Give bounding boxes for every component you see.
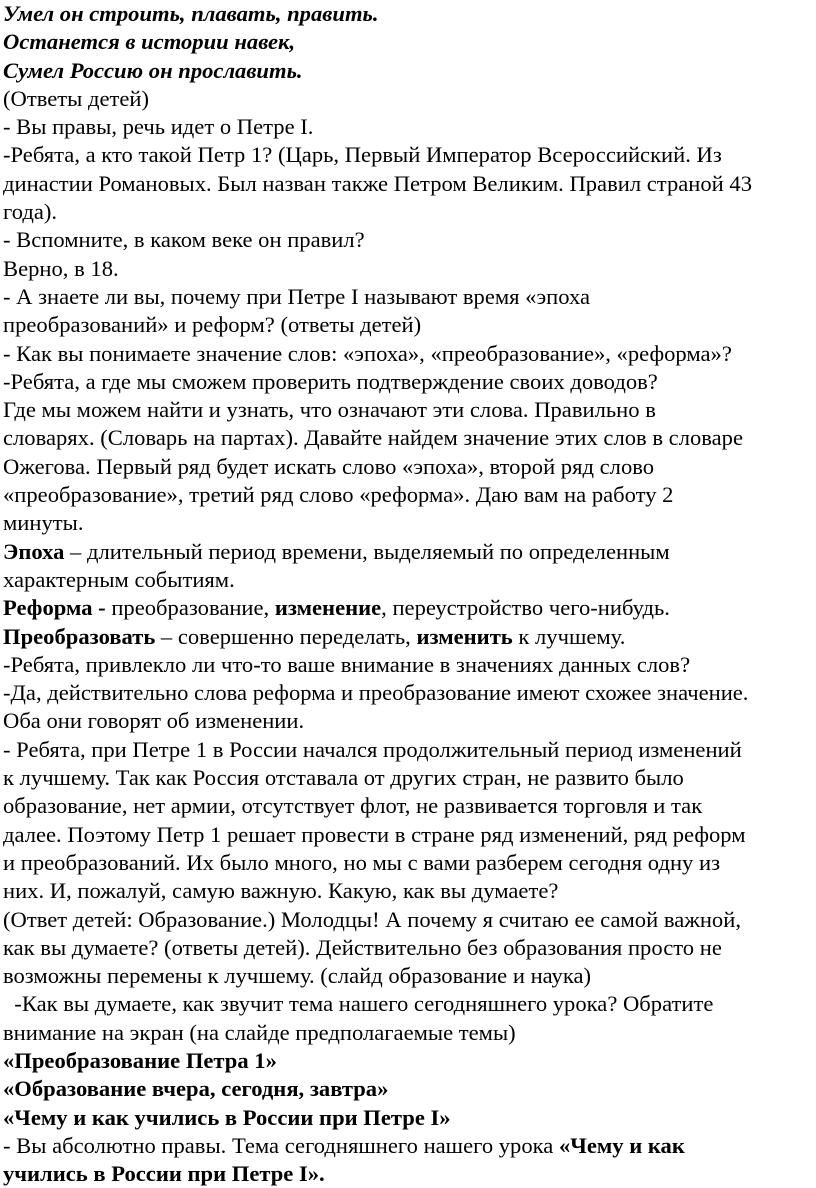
lesson-topic-cont: учились в России при Петре I».	[3, 1161, 325, 1187]
poem-line: Сумел Россию он прославить.	[3, 57, 303, 83]
paragraph-line: образование, нет армии, отсутствует флот, не развивается торговля и так	[3, 793, 703, 819]
paragraph-line: - Как вы понимаете значение слов: «эпоха», «преобразование», «реформа»?	[3, 340, 732, 366]
paragraph-line: -Ребята, привлекло ли что-то ваше внимание в значениях данных слов?	[3, 651, 691, 677]
definition-text: – совершенно переделать,	[155, 623, 417, 649]
paragraph-line: -Ребята, а где мы сможем проверить подтверждение своих доводов?	[3, 368, 658, 394]
paragraph-line: - А знаете ли вы, почему при Петре I называют время «эпоха	[3, 283, 591, 309]
paragraph-line: -Как вы думаете, как звучит тема нашего сегодняшнего урока? Обратите	[3, 991, 714, 1017]
paragraph-line: (Ответы детей)	[3, 85, 150, 111]
poem-line: Останется в истории навек,	[3, 29, 296, 55]
paragraph-line: как вы думаете? (ответы детей). Действительно без образования просто не	[3, 934, 722, 960]
paragraph-line: внимание на экран (на слайде предполагаемые темы)	[3, 1019, 516, 1045]
topic-option: «Чему и как учились в России при Петре I»	[3, 1104, 451, 1130]
definition-transform	[3, 623, 810, 651]
topic-option: «Образование вчера, сегодня, завтра»	[3, 1076, 389, 1102]
paragraph-line: Оба они говорят об изменении.	[3, 708, 305, 734]
paragraph-line: -Да, действительно слова реформа и преобразование имеют схожее значение.	[3, 680, 749, 706]
paragraph-line: преобразований» и реформ? (ответы детей)	[3, 312, 422, 338]
paragraph-line: к лучшему. Так как Россия отставала от других стран, не развито было	[3, 765, 684, 791]
definition-text: – длительный период времени, выделяемый по определенным	[64, 538, 670, 564]
definition-text: , переустройство чего-нибудь.	[381, 595, 670, 621]
definition-epoch-cont: характерным событиям.	[3, 566, 235, 592]
paragraph-line: «преобразование», третий ряд слово «реформа». Даю вам на работу 2	[3, 482, 674, 508]
paragraph-line: далее. Поэтому Петр 1 решает провести в стране ряд изменений, ряд реформ	[3, 821, 746, 847]
paragraph-line: Ожегова. Первый ряд будет искать слово «эпоха», второй ряд слово	[3, 453, 655, 479]
definition-epoch	[3, 538, 810, 566]
final-statement	[3, 1132, 810, 1160]
paragraph-line: минуты.	[3, 510, 84, 536]
paragraph-line: года).	[3, 199, 58, 225]
definition-term: Эпоха	[3, 538, 65, 564]
final-text: - Вы абсолютно правы. Тема сегодняшнего нашего урока	[3, 1132, 559, 1158]
lesson-topic: «Чему и как	[558, 1132, 685, 1158]
paragraph-line: (Ответ детей: Образование.) Молодцы! А почему я считаю ее самой важной,	[3, 906, 741, 932]
paragraph-line: них. И, пожалуй, самую важную. Какую, как вы думаете?	[3, 878, 559, 904]
definition-text: преобразование,	[105, 595, 275, 621]
topic-option: «Преобразование Петра 1»	[3, 1047, 277, 1073]
paragraph-line: -Ребята, а кто такой Петр 1? (Царь, Первый Император Всероссийский. Из	[3, 142, 722, 168]
definition-emphasis: изменение	[274, 595, 382, 621]
paragraph-line: Где мы можем найти и узнать, что означают эти слова. Правильно в	[3, 397, 656, 423]
definition-term: Реформа -	[3, 595, 106, 621]
definition-text: к лучшему.	[512, 623, 626, 649]
paragraph-line: словарях. (Словарь на партах). Давайте найдем значение этих слов в словаре	[3, 425, 743, 451]
paragraph-line: - Вспомните, в каком веке он правил?	[3, 227, 365, 253]
paragraph-line: - Ребята, при Петре 1 в России начался продолжительный период изменений	[3, 736, 742, 762]
paragraph-line: и преобразований. Их было много, но мы с вами разберем сегодня одну из	[3, 849, 720, 875]
paragraph-line: возможны перемены к лучшему. (слайд образование и наука)	[3, 963, 592, 989]
definition-term: Преобразовать	[3, 623, 156, 649]
paragraph-line: династии Романовых. Был назван также Петром Великим. Правил страной 43	[3, 170, 752, 196]
poem-line: Умел он строить, плавать, править.	[3, 1, 379, 26]
definition-emphasis: изменить	[416, 623, 513, 649]
definition-reform	[3, 594, 810, 622]
paragraph-line: - Вы правы, речь идет о Петре I.	[3, 114, 314, 140]
paragraph-line: Верно, в 18.	[3, 255, 119, 281]
